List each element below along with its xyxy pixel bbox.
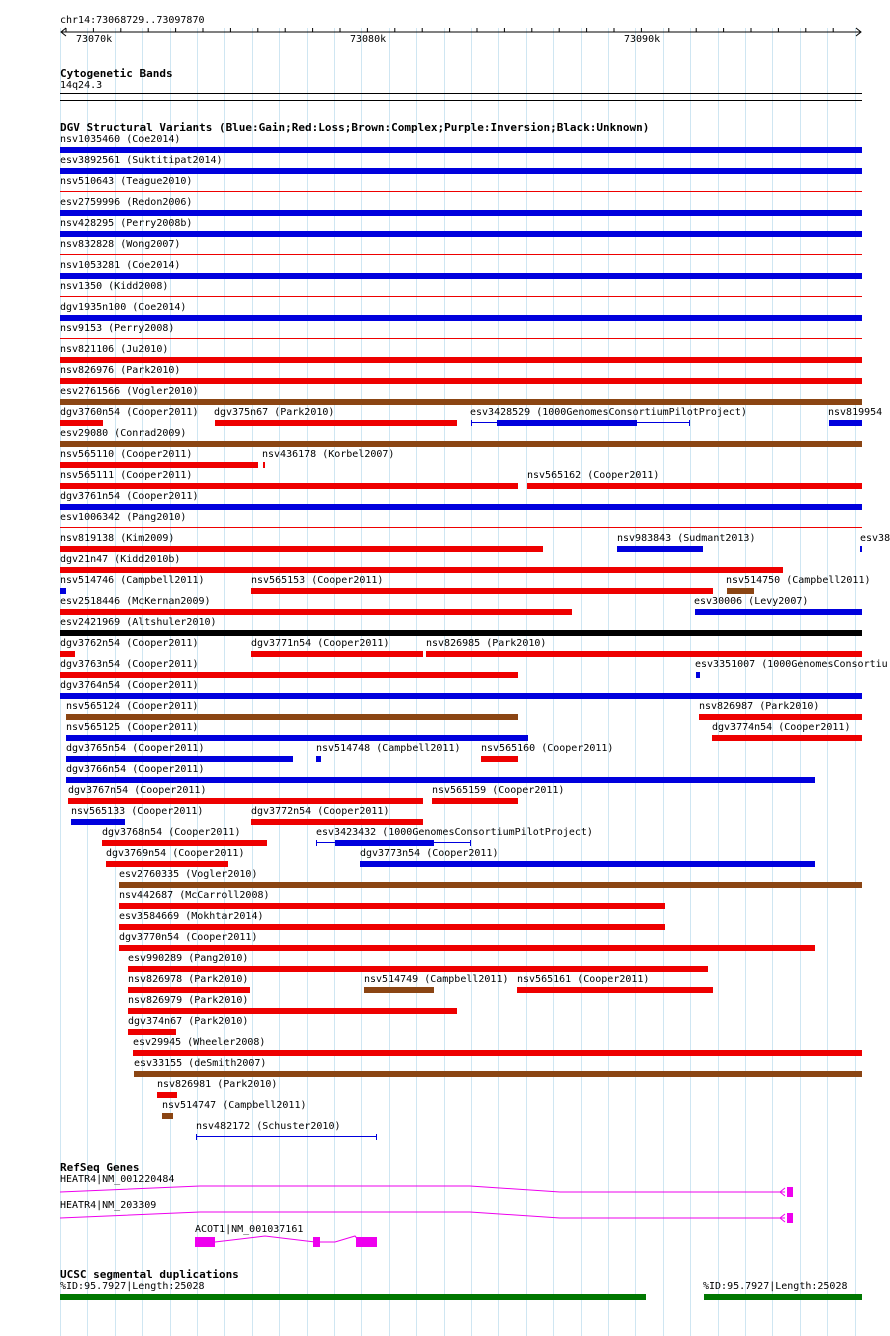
variant-label[interactable]: esv30006 (Levy2007) (694, 596, 809, 607)
segdup-track-title[interactable]: UCSC segmental duplications (60, 1268, 239, 1281)
variant-label[interactable]: esv3584669 (Mokhtar2014) (119, 911, 264, 922)
variant-label[interactable]: esv2761566 (Vogler2010) (60, 386, 199, 397)
grid-line (718, 28, 719, 1336)
variant-bar[interactable] (60, 231, 862, 237)
variant-label[interactable]: nsv826987 (Park2010) (699, 701, 820, 712)
variant-label[interactable]: dgv21n47 (Kidd2010b) (60, 554, 181, 565)
variant-bar[interactable] (60, 420, 103, 426)
variant-label[interactable]: nsv1053281 (Coe2014) (60, 260, 181, 271)
variant-bar[interactable] (128, 966, 708, 972)
variant-label[interactable]: nsv9153 (Perry2008) (60, 323, 175, 334)
variant-bar[interactable] (66, 756, 293, 762)
variant-bar[interactable] (727, 588, 754, 594)
variant-label[interactable]: esv1006342 (Pang2010) (60, 512, 187, 523)
variant-label[interactable]: nsv565124 (Cooper2011) (66, 701, 199, 712)
segdup-label[interactable]: %ID:95.7927|Length:25028 (60, 1281, 205, 1292)
variant-label[interactable]: nsv565133 (Cooper2011) (71, 806, 204, 817)
variant-label[interactable]: dgv3769n54 (Cooper2011) (106, 848, 245, 859)
cytoband-band-top (60, 93, 862, 94)
variant-label[interactable]: esv33155 (deSmith2007) (134, 1058, 267, 1069)
variant-label[interactable]: dgv3768n54 (Cooper2011) (102, 827, 241, 838)
variant-label[interactable]: nsv565159 (Cooper2011) (432, 785, 565, 796)
grid-line (690, 28, 691, 1336)
variant-label[interactable]: dgv3763n54 (Cooper2011) (60, 659, 199, 670)
variant-bar[interactable] (316, 756, 321, 762)
variant-label[interactable]: nsv442687 (McCarroll2008) (119, 890, 270, 901)
variant-bar[interactable] (196, 1134, 377, 1140)
variant-bar[interactable] (60, 315, 862, 321)
variant-bar[interactable] (71, 819, 125, 825)
variant-bar[interactable] (60, 441, 862, 447)
gene-label[interactable]: HEATR4|NM_203309 (60, 1200, 157, 1211)
variant-label[interactable]: nsv983843 (Sudmant2013) (617, 533, 756, 544)
grid-line (553, 28, 554, 1336)
variant-label[interactable]: esv3351007 (1000GenomesConsortiu (695, 659, 888, 670)
variant-label[interactable]: esv38 (860, 533, 890, 544)
variant-bar[interactable] (60, 651, 75, 657)
cytoband-track-title[interactable]: Cytogenetic Bands (60, 67, 173, 80)
variant-label[interactable]: nsv436178 (Korbel2007) (262, 449, 395, 460)
grid-line (444, 28, 445, 1336)
variant-bar[interactable] (215, 420, 457, 426)
variant-bar[interactable] (712, 735, 862, 741)
cytoband-label: 14q24.3 (60, 80, 103, 91)
variant-label[interactable]: nsv565110 (Cooper2011) (60, 449, 193, 460)
segdup-bar[interactable] (704, 1294, 862, 1300)
grid-line (526, 28, 527, 1336)
variant-label[interactable]: esv2421969 (Altshuler2010) (60, 617, 217, 628)
refseq-track-title[interactable]: RefSeq Genes (60, 1161, 140, 1174)
variant-bar[interactable] (696, 672, 700, 678)
variant-bar[interactable] (60, 210, 862, 216)
variant-bar[interactable] (134, 1071, 862, 1077)
variant-bar[interactable] (527, 483, 862, 489)
variant-label[interactable]: dgv3773n54 (Cooper2011) (360, 848, 499, 859)
variant-bar[interactable] (517, 987, 713, 993)
variant-label[interactable]: dgv3766n54 (Cooper2011) (66, 764, 205, 775)
ruler-location: chr14:73068729..73097870 (60, 15, 205, 26)
segdup-bar[interactable] (60, 1294, 646, 1300)
variant-bar[interactable] (102, 840, 267, 846)
variant-label[interactable]: esv3423432 (1000GenomesConsortiumPilotProject) (316, 827, 593, 838)
variant-label[interactable]: esv2759996 (Redon2006) (60, 197, 193, 208)
variant-bar[interactable] (251, 651, 423, 657)
variant-label[interactable]: nsv832828 (Wong2007) (60, 239, 181, 250)
variant-bar[interactable] (60, 191, 862, 192)
variant-bar[interactable] (60, 504, 862, 510)
variant-bar[interactable] (60, 462, 258, 468)
variant-label[interactable]: nsv514746 (Campbell2011) (60, 575, 205, 586)
variant-bar[interactable] (364, 987, 434, 993)
variant-label[interactable]: esv990289 (Pang2010) (128, 953, 249, 964)
variant-bar[interactable] (60, 546, 543, 552)
segdup-label[interactable]: %ID:95.7927|Length:25028 (703, 1281, 848, 1292)
grid-line (471, 28, 472, 1336)
variant-bar[interactable] (60, 672, 518, 678)
variant-label[interactable]: nsv514749 (Campbell2011) (364, 974, 509, 985)
variant-label[interactable]: dgv1935n100 (Coe2014) (60, 302, 187, 313)
variant-label[interactable]: dgv3770n54 (Cooper2011) (119, 932, 258, 943)
variant-label[interactable]: nsv565160 (Cooper2011) (481, 743, 614, 754)
variant-bar[interactable] (316, 840, 471, 846)
variant-bar[interactable] (60, 338, 862, 339)
variant-label[interactable]: esv29080 (Conrad2009) (60, 428, 187, 439)
variant-bar[interactable] (860, 546, 862, 552)
variant-label[interactable]: dgv375n67 (Park2010) (214, 407, 335, 418)
variant-bar[interactable] (471, 420, 690, 426)
variant-label[interactable]: nsv1035460 (Coe2014) (60, 134, 181, 145)
variant-bar[interactable] (60, 254, 862, 255)
variant-label[interactable]: dgv374n67 (Park2010) (128, 1016, 249, 1027)
ruler-tick-label: 73070k (76, 34, 113, 45)
variant-label[interactable]: esv3892561 (Suktitipat2014) (60, 155, 223, 166)
variant-label[interactable]: dgv3760n54 (Cooper2011) (60, 407, 199, 418)
variant-bar[interactable] (66, 735, 528, 741)
variant-bar[interactable] (60, 399, 862, 405)
variant-label[interactable]: dgv3761n54 (Cooper2011) (60, 491, 199, 502)
variant-label[interactable]: nsv428295 (Perry2008b) (60, 218, 193, 229)
variant-label[interactable]: dgv3774n54 (Cooper2011) (712, 722, 851, 733)
variant-bar[interactable] (60, 273, 862, 279)
gene-label[interactable]: HEATR4|NM_001220484 (60, 1174, 175, 1185)
variant-bar[interactable] (481, 756, 518, 762)
gene-label[interactable]: ACOT1|NM_001037161 (195, 1224, 304, 1235)
variant-label[interactable]: nsv565161 (Cooper2011) (517, 974, 650, 985)
variant-label[interactable]: esv2518446 (McKernan2009) (60, 596, 211, 607)
variant-bar[interactable] (251, 588, 713, 594)
variant-bar[interactable] (119, 882, 862, 888)
variant-bar[interactable] (60, 378, 862, 384)
variant-bar[interactable] (360, 861, 815, 867)
variant-bar[interactable] (617, 546, 703, 552)
variant-bar[interactable] (60, 630, 862, 636)
grid-line (416, 28, 417, 1336)
dgv-track-title[interactable]: DGV Structural Variants (Blue:Gain;Red:Loss;Brown:Complex;Purple:Inversion;Black:Unknown) (60, 121, 650, 134)
variant-label[interactable]: nsv1350 (Kidd2008) (60, 281, 169, 292)
refseq-gene-models[interactable] (0, 1180, 890, 1250)
variant-label[interactable]: nsv826981 (Park2010) (157, 1079, 278, 1090)
grid-line (827, 28, 828, 1336)
variant-bar[interactable] (106, 861, 228, 867)
variant-label[interactable]: dgv3764n54 (Cooper2011) (60, 680, 199, 691)
variant-label[interactable]: nsv565125 (Cooper2011) (66, 722, 199, 733)
ruler-scale[interactable] (0, 0, 890, 50)
grid-line (608, 28, 609, 1336)
variant-label[interactable]: dgv3771n54 (Cooper2011) (251, 638, 390, 649)
ruler-tick-label: 73080k (350, 34, 387, 45)
variant-bar[interactable] (60, 567, 783, 573)
variant-bar[interactable] (60, 168, 862, 174)
variant-bar[interactable] (66, 714, 518, 720)
variant-label[interactable]: nsv514750 (Campbell2011) (726, 575, 871, 586)
variant-label[interactable]: nsv821106 (Ju2010) (60, 344, 169, 355)
variant-bar[interactable] (128, 987, 250, 993)
grid-line (772, 28, 773, 1336)
grid-line (389, 28, 390, 1336)
variant-bar[interactable] (432, 798, 518, 804)
variant-bar[interactable] (695, 609, 862, 615)
variant-bar[interactable] (60, 357, 862, 363)
grid-line (581, 28, 582, 1336)
variant-bar[interactable] (699, 714, 862, 720)
variant-label[interactable]: nsv510643 (Teague2010) (60, 176, 193, 187)
variant-bar[interactable] (157, 1092, 177, 1098)
variant-bar[interactable] (66, 777, 815, 783)
variant-bar[interactable] (119, 945, 815, 951)
grid-line (498, 28, 499, 1336)
variant-label[interactable]: dgv3767n54 (Cooper2011) (68, 785, 207, 796)
variant-label[interactable]: dgv3762n54 (Cooper2011) (60, 638, 199, 649)
variant-label[interactable]: nsv482172 (Schuster2010) (196, 1121, 341, 1132)
variant-label[interactable]: esv2760335 (Vogler2010) (119, 869, 258, 880)
grid-line (745, 28, 746, 1336)
variant-label[interactable]: nsv514748 (Campbell2011) (316, 743, 461, 754)
variant-bar[interactable] (60, 483, 518, 489)
variant-label[interactable]: nsv565111 (Cooper2011) (60, 470, 193, 481)
variant-bar[interactable] (119, 924, 665, 930)
variant-bar[interactable] (128, 1008, 457, 1014)
variant-label[interactable]: esv29945 (Wheeler2008) (133, 1037, 266, 1048)
variant-bar[interactable] (426, 651, 862, 657)
variant-label[interactable]: nsv826979 (Park2010) (128, 995, 249, 1006)
variant-label[interactable]: nsv826978 (Park2010) (128, 974, 249, 985)
variant-bar[interactable] (251, 819, 423, 825)
variant-bar[interactable] (60, 527, 862, 528)
variant-label[interactable]: nsv826976 (Park2010) (60, 365, 181, 376)
variant-bar[interactable] (60, 693, 862, 699)
variant-label[interactable]: nsv565153 (Cooper2011) (251, 575, 384, 586)
ruler-tick-label: 73090k (624, 34, 661, 45)
variant-label[interactable]: nsv819138 (Kim2009) (60, 533, 175, 544)
grid-line (855, 28, 856, 1336)
grid-line (800, 28, 801, 1336)
variant-label[interactable]: dgv3772n54 (Cooper2011) (251, 806, 390, 817)
variant-bar[interactable] (60, 609, 572, 615)
variant-bar[interactable] (162, 1113, 173, 1119)
variant-bar[interactable] (829, 420, 862, 426)
variant-bar[interactable] (60, 296, 862, 297)
variant-bar[interactable] (128, 1029, 176, 1035)
variant-label[interactable]: nsv819954 (828, 407, 883, 418)
variant-label[interactable]: nsv565162 (Cooper2011) (527, 470, 660, 481)
variant-bar[interactable] (263, 462, 265, 468)
grid-line (663, 28, 664, 1336)
variant-label[interactable]: nsv826985 (Park2010) (426, 638, 547, 649)
variant-bar[interactable] (60, 147, 862, 153)
variant-bar[interactable] (60, 588, 66, 594)
variant-label[interactable]: dgv3765n54 (Cooper2011) (66, 743, 205, 754)
cytoband-band-bottom (60, 100, 862, 101)
variant-label[interactable]: nsv514747 (Campbell2011) (162, 1100, 307, 1111)
variant-bar[interactable] (68, 798, 423, 804)
variant-bar[interactable] (133, 1050, 862, 1056)
variant-label[interactable]: esv3428529 (1000GenomesConsortiumPilotProject) (470, 407, 747, 418)
grid-line (635, 28, 636, 1336)
variant-bar[interactable] (119, 903, 665, 909)
